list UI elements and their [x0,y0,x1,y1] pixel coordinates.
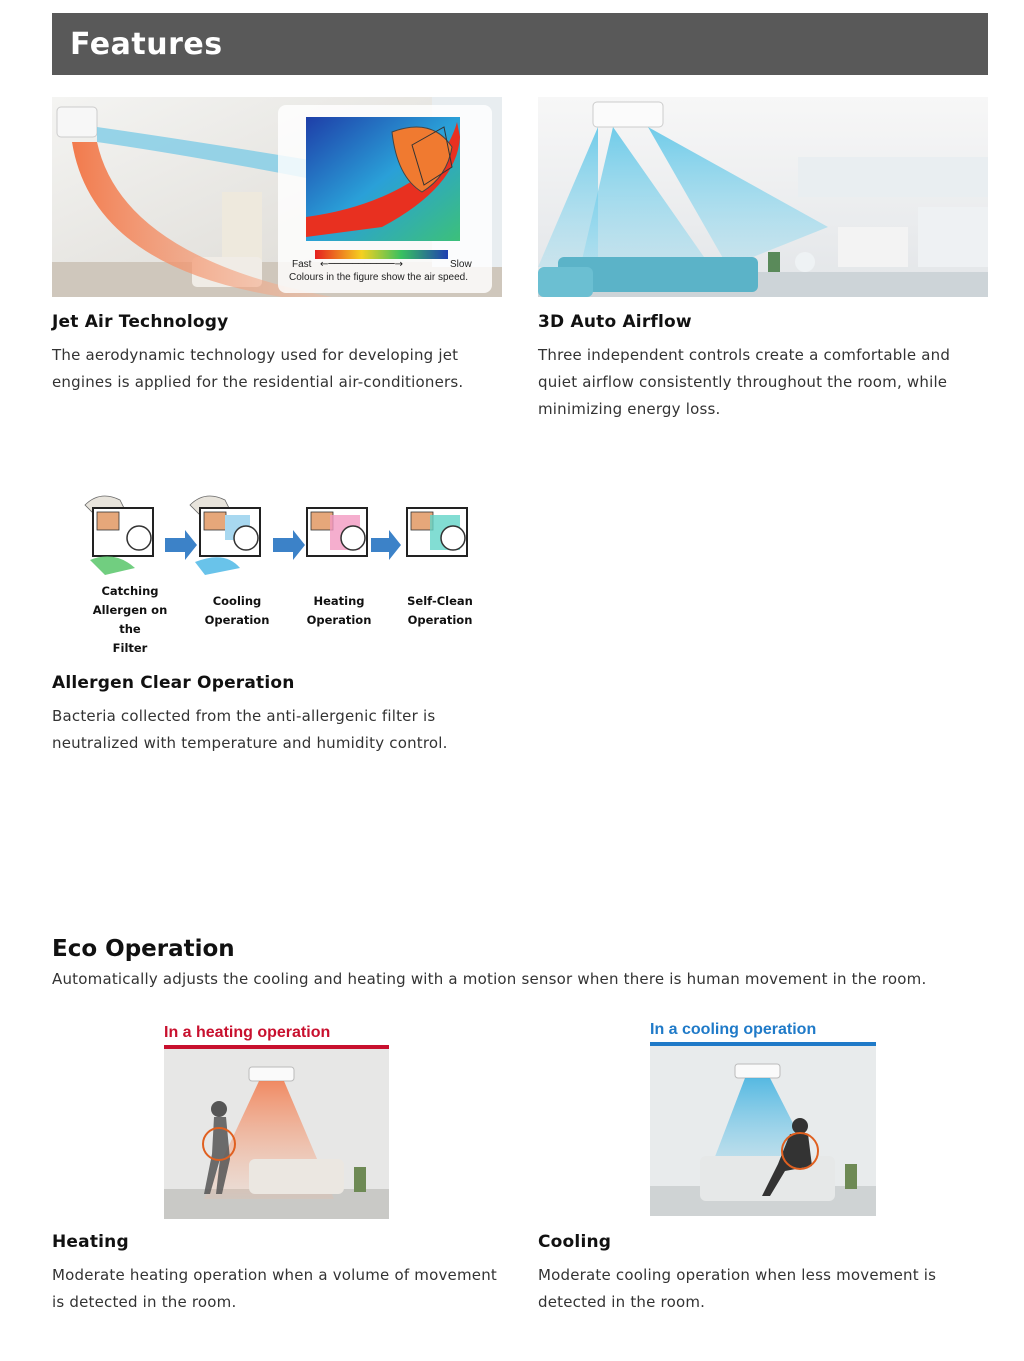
allergen-diagram [75,490,480,580]
unit-cooling-icon [190,496,260,575]
fast-label: Fast [292,259,312,270]
auto-airflow-image [538,97,988,297]
step-self-clean-label: Self-Clean Operation [407,594,473,627]
unit-heating-icon [307,508,367,556]
step-cooling-label: Cooling Operation [204,594,270,627]
heating-image [164,1045,389,1219]
jet-air-title: Jet Air Technology [52,312,229,332]
features-banner [52,13,988,75]
eco-title: Eco Operation [52,936,235,962]
unit-self-clean-icon [407,508,467,556]
auto-airflow-description: Three independent controls create a comfortable and quiet airflow consistently throughout the room, while minimizing energy loss. [538,346,951,418]
page-title: Features [70,27,223,62]
cooling-description: Moderate cooling operation when less movement is detected in the room. [538,1266,937,1311]
air-speed-caption: Colours in the figure show the air speed. [289,272,468,283]
step-heating-label: Heating Operation [306,594,372,627]
jet-air-image [52,97,502,297]
cooling-image-label: In a cooling operation [650,1021,817,1038]
auto-airflow-title: 3D Auto Airflow [538,312,692,332]
heating-image-label: In a heating operation [164,1024,331,1041]
slow-label: Slow [450,259,472,270]
heating-description: Moderate heating operation when a volume of movement is detected in the room. [52,1266,497,1311]
allergen-description: Bacteria collected from the anti-allergenic filter is neutralized with temperature and humidity control. [52,707,448,752]
unit-catching-icon [85,496,153,575]
cooling-title: Cooling [538,1232,612,1252]
speed-arrow: ←───────────→ [320,259,403,270]
cooling-image [650,1042,876,1216]
jet-air-description: The aerodynamic technology used for developing jet engines is applied for the residential air-conditioners. [52,346,464,391]
step-catching-label: Catching Allergen on the Filter [92,584,168,655]
heating-title: Heating [52,1232,129,1252]
allergen-title: Allergen Clear Operation [52,673,295,693]
eco-description: Automatically adjusts the cooling and heating with a motion sensor when there is human movement in the room. [52,970,927,988]
